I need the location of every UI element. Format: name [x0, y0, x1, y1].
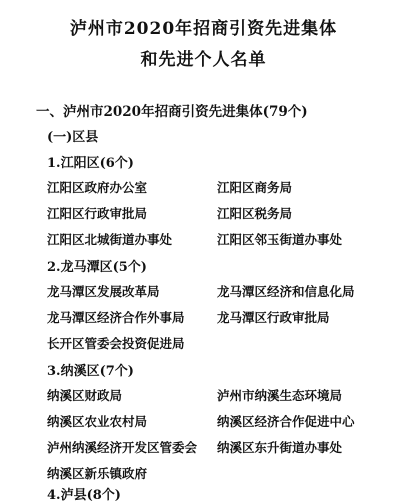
unit-name: 纳溪区新乐镇政府 — [47, 466, 148, 481]
district-heading: 1.江阳区(6个) — [47, 156, 134, 171]
unit-name: 江阳区北城街道办事处 — [47, 232, 173, 247]
unit-row — [47, 204, 392, 224]
unit-name: 江阳区行政审批局 — [47, 206, 148, 221]
unit-row — [47, 386, 392, 406]
subsection-heading: (一)区县 — [47, 130, 99, 145]
district-heading: 2.龙马潭区(5个) — [47, 260, 147, 275]
unit-name: 泸州市纳溪生态环境局 — [217, 388, 343, 403]
document-title-line-2: 和先进个人名单 — [140, 50, 267, 70]
unit-name: 纳溪区东升街道办事处 — [217, 440, 343, 455]
unit-name: 龙马潭区行政审批局 — [217, 310, 330, 325]
unit-row — [47, 412, 392, 432]
unit-name: 龙马潭区发展改革局 — [47, 284, 160, 299]
unit-row — [47, 438, 392, 458]
document-title-line-1: 泸州市2020年招商引资先进集体 — [69, 19, 338, 39]
unit-name: 纳溪区财政局 — [47, 388, 123, 403]
unit-row — [47, 282, 392, 302]
unit-name: 纳溪区农业农村局 — [47, 414, 148, 429]
unit-name: 龙马潭区经济合作外事局 — [47, 310, 185, 325]
unit-name: 江阳区税务局 — [217, 206, 293, 221]
unit-row — [47, 464, 392, 484]
unit-name: 长开区管委会投资促进局 — [47, 336, 185, 351]
unit-row — [47, 178, 392, 198]
unit-row — [47, 230, 392, 250]
section-heading: 一、泸州市2020年招商引资先进集体(79个) — [36, 104, 308, 120]
unit-name: 江阳区商务局 — [217, 180, 293, 195]
unit-name: 江阳区政府办公室 — [47, 180, 148, 195]
unit-row — [47, 308, 392, 328]
unit-row — [47, 334, 392, 354]
unit-name: 泸州纳溪经济开发区管委会 — [47, 440, 198, 455]
unit-name: 纳溪区经济合作促进中心 — [217, 414, 355, 429]
district-heading: 3.纳溪区(7个) — [47, 364, 134, 379]
unit-name: 江阳区邻玉街道办事处 — [217, 232, 343, 247]
district-heading: 4.泸县(8个) — [47, 488, 121, 503]
unit-name: 龙马潭区经济和信息化局 — [217, 284, 355, 299]
